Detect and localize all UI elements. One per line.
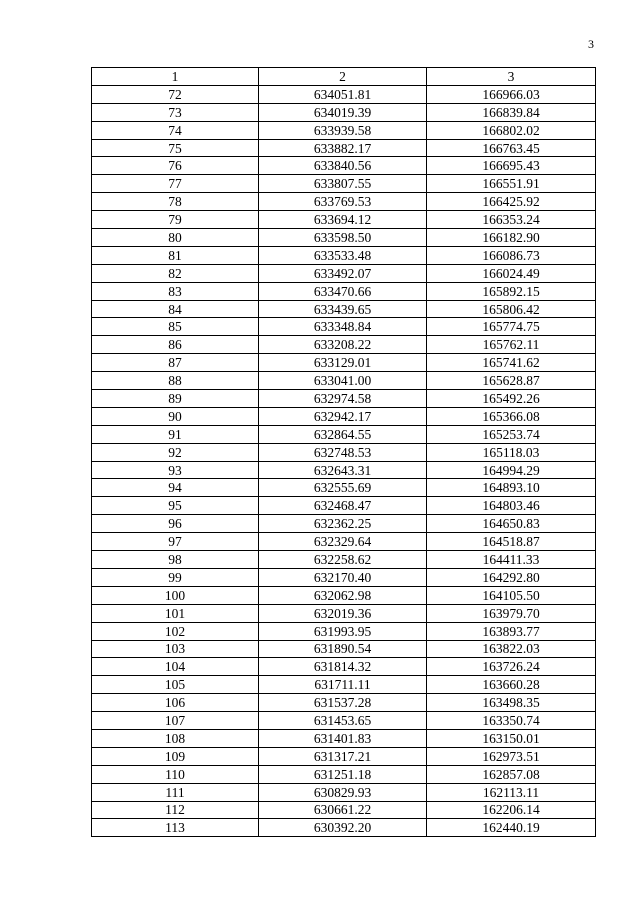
table-row [92,157,596,175]
table-cell-col-2: 633041.00 [259,372,427,390]
table-cell-col-2: 632062.98 [259,586,427,604]
table-cell-col-2: 633807.55 [259,175,427,193]
table-cell-col-2: 633348.84 [259,318,427,336]
table-row [92,622,596,640]
table-row [92,318,596,336]
table-cell-col-3: 164518.87 [427,533,596,551]
table-row [92,694,596,712]
table-row [92,640,596,658]
table-cell-col-1: 99 [92,568,259,586]
table-cell-col-1: 85 [92,318,259,336]
table-row [92,300,596,318]
table-cell-col-2: 630661.22 [259,801,427,819]
table-cell-col-1: 87 [92,354,259,372]
table-cell-col-2: 631711.11 [259,676,427,694]
table-cell-col-3: 165774.75 [427,318,596,336]
table-cell-col-2: 631993.95 [259,622,427,640]
table-cell-col-2: 633598.50 [259,229,427,247]
table-row [92,819,596,837]
table-cell-col-2: 632468.47 [259,497,427,515]
table-cell-col-1: 72 [92,85,259,103]
table-cell-col-2: 631537.28 [259,694,427,712]
table-row [92,676,596,694]
table-cell-col-1: 98 [92,551,259,569]
table-cell-col-3: 166966.03 [427,85,596,103]
table-cell-col-1: 78 [92,193,259,211]
table-row [92,479,596,497]
table-row [92,85,596,103]
table-cell-col-3: 165806.42 [427,300,596,318]
table-cell-col-3: 163350.74 [427,712,596,730]
table-cell-col-2: 633694.12 [259,211,427,229]
table-row [92,533,596,551]
table-cell-col-2: 632362.25 [259,515,427,533]
table-row [92,336,596,354]
table-cell-col-1: 80 [92,229,259,247]
table-cell-col-1: 76 [92,157,259,175]
table-row [92,175,596,193]
table-cell-col-2: 631814.32 [259,658,427,676]
table-cell-col-1: 94 [92,479,259,497]
table-row [92,246,596,264]
table-cell-col-1: 81 [92,246,259,264]
table-cell-col-1: 89 [92,390,259,408]
table-row [92,354,596,372]
table-cell-col-2: 632748.53 [259,443,427,461]
table-cell-col-3: 166802.02 [427,121,596,139]
table-cell-col-1: 86 [92,336,259,354]
table-cell-col-2: 634019.39 [259,103,427,121]
table-cell-col-3: 165628.87 [427,372,596,390]
table-cell-col-2: 632019.36 [259,604,427,622]
table-cell-col-1: 113 [92,819,259,837]
table-cell-col-3: 163150.01 [427,729,596,747]
column-header-1: 1 [92,68,259,86]
table-cell-col-2: 631890.54 [259,640,427,658]
table-cell-col-2: 632643.31 [259,461,427,479]
table-cell-col-3: 165492.26 [427,390,596,408]
table-row [92,658,596,676]
table-cell-col-1: 90 [92,407,259,425]
table-cell-col-1: 91 [92,425,259,443]
page-number: 3 [588,37,594,51]
table-cell-col-2: 634051.81 [259,85,427,103]
table-cell-col-1: 97 [92,533,259,551]
table-row [92,497,596,515]
table-cell-col-1: 106 [92,694,259,712]
table-cell-col-3: 164803.46 [427,497,596,515]
table-row [92,211,596,229]
table-cell-col-1: 108 [92,729,259,747]
table-row [92,568,596,586]
table-cell-col-1: 79 [92,211,259,229]
table-row [92,229,596,247]
table-cell-col-1: 75 [92,139,259,157]
table-cell-col-1: 82 [92,264,259,282]
table-cell-col-1: 110 [92,765,259,783]
table-cell-col-2: 631401.83 [259,729,427,747]
table-cell-col-2: 633492.07 [259,264,427,282]
table-cell-col-3: 166695.43 [427,157,596,175]
table-cell-col-2: 632864.55 [259,425,427,443]
table-row [92,801,596,819]
table-cell-col-2: 633208.22 [259,336,427,354]
table-cell-col-3: 165892.15 [427,282,596,300]
table-row [92,747,596,765]
table-cell-col-3: 165741.62 [427,354,596,372]
table-cell-col-2: 633439.65 [259,300,427,318]
table-cell-col-1: 95 [92,497,259,515]
table-cell-col-1: 77 [92,175,259,193]
table-cell-col-1: 105 [92,676,259,694]
table-cell-col-3: 162206.14 [427,801,596,819]
coordinates-table [91,67,596,837]
table-row [92,586,596,604]
table-row [92,729,596,747]
table-cell-col-3: 162857.08 [427,765,596,783]
table-cell-col-2: 632555.69 [259,479,427,497]
table-cell-col-2: 633470.66 [259,282,427,300]
table-cell-col-2: 633939.58 [259,121,427,139]
table-cell-col-3: 165253.74 [427,425,596,443]
table-cell-col-1: 101 [92,604,259,622]
table-row [92,372,596,390]
table-cell-col-1: 83 [92,282,259,300]
table-row [92,551,596,569]
table-cell-col-1: 92 [92,443,259,461]
table-cell-col-1: 112 [92,801,259,819]
table-cell-col-1: 109 [92,747,259,765]
table-cell-col-3: 164105.50 [427,586,596,604]
table-cell-col-1: 102 [92,622,259,640]
table-row [92,407,596,425]
table-row [92,139,596,157]
table-cell-col-3: 163660.28 [427,676,596,694]
table-cell-col-2: 630829.93 [259,783,427,801]
table-cell-col-1: 107 [92,712,259,730]
table-cell-col-1: 93 [92,461,259,479]
table-cell-col-3: 166425.92 [427,193,596,211]
header-row [92,68,596,86]
table-row [92,193,596,211]
table-cell-col-1: 100 [92,586,259,604]
table-row [92,515,596,533]
table-cell-col-1: 74 [92,121,259,139]
table-cell-col-3: 163893.77 [427,622,596,640]
table-cell-col-3: 166182.90 [427,229,596,247]
table-cell-col-3: 166839.84 [427,103,596,121]
table-cell-col-2: 632170.40 [259,568,427,586]
table-cell-col-3: 162440.19 [427,819,596,837]
table-cell-col-3: 163979.70 [427,604,596,622]
table-cell-col-2: 632942.17 [259,407,427,425]
table-cell-col-1: 73 [92,103,259,121]
table-cell-col-2: 631251.18 [259,765,427,783]
table-row [92,443,596,461]
table-cell-col-2: 633769.53 [259,193,427,211]
table-cell-col-3: 166763.45 [427,139,596,157]
table-cell-col-2: 633840.56 [259,157,427,175]
table-row [92,604,596,622]
table-cell-col-1: 103 [92,640,259,658]
table-cell-col-2: 630392.20 [259,819,427,837]
table-body [92,85,596,836]
column-header-3: 3 [427,68,596,86]
table-cell-col-2: 633882.17 [259,139,427,157]
table-cell-col-3: 162973.51 [427,747,596,765]
table-cell-col-2: 633129.01 [259,354,427,372]
table-cell-col-3: 166353.24 [427,211,596,229]
column-header-2: 2 [259,68,427,86]
table-cell-col-2: 632329.64 [259,533,427,551]
table-cell-col-3: 166551.91 [427,175,596,193]
table-cell-col-3: 164994.29 [427,461,596,479]
table-row [92,461,596,479]
table-cell-col-3: 163822.03 [427,640,596,658]
table-cell-col-3: 166024.49 [427,264,596,282]
table-row [92,282,596,300]
table-row [92,783,596,801]
table-cell-col-3: 163726.24 [427,658,596,676]
table-cell-col-1: 111 [92,783,259,801]
table-header [92,68,596,86]
table-cell-col-3: 165366.08 [427,407,596,425]
table-cell-col-1: 96 [92,515,259,533]
table-cell-col-3: 164650.83 [427,515,596,533]
table-cell-col-3: 164411.33 [427,551,596,569]
table-cell-col-1: 88 [92,372,259,390]
table-row [92,264,596,282]
table-cell-col-1: 84 [92,300,259,318]
table-cell-col-3: 165118.03 [427,443,596,461]
table-cell-col-2: 632974.58 [259,390,427,408]
table-cell-col-3: 164893.10 [427,479,596,497]
table-cell-col-3: 165762.11 [427,336,596,354]
table-cell-col-2: 631453.65 [259,712,427,730]
table-row [92,390,596,408]
table-cell-col-2: 633533.48 [259,246,427,264]
table-cell-col-3: 163498.35 [427,694,596,712]
table-cell-col-2: 632258.62 [259,551,427,569]
table-row [92,425,596,443]
table-row [92,765,596,783]
table-cell-col-3: 166086.73 [427,246,596,264]
table-cell-col-2: 631317.21 [259,747,427,765]
table-row [92,121,596,139]
table-cell-col-3: 162113.11 [427,783,596,801]
table-row [92,103,596,121]
table-cell-col-1: 104 [92,658,259,676]
table-cell-col-3: 164292.80 [427,568,596,586]
table-row [92,712,596,730]
